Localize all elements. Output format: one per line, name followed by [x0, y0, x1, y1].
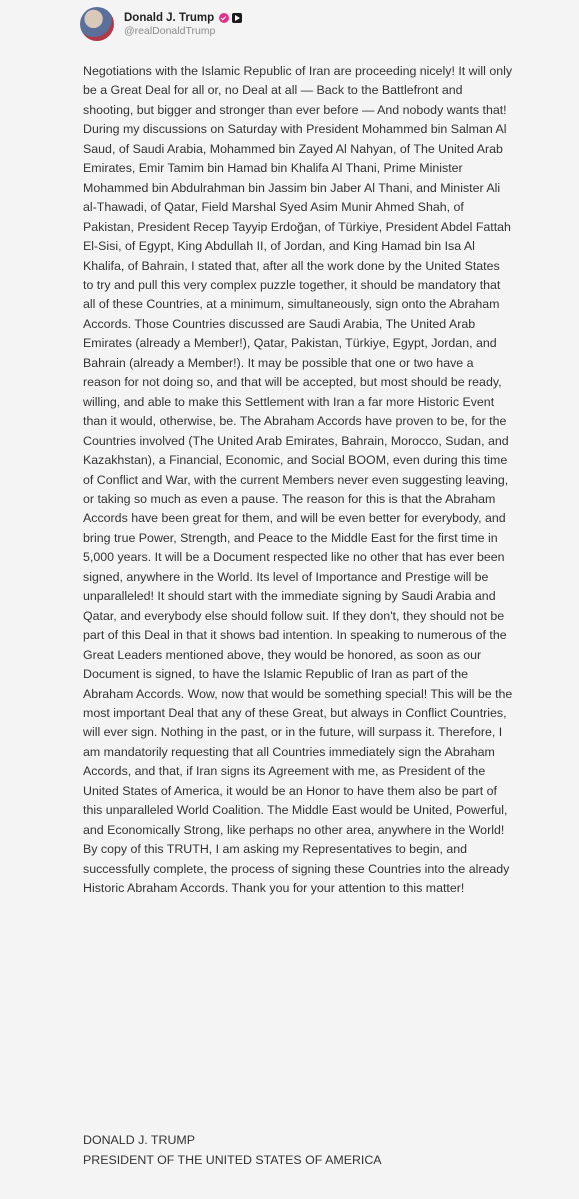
display-name[interactable]: Donald J. Trump	[124, 11, 215, 24]
signature-name: DONALD J. TRUMP	[83, 1133, 195, 1147]
account-identity	[124, 12, 242, 37]
post-header	[80, 7, 242, 41]
avatar[interactable]	[80, 7, 114, 41]
post-text: Negotiations with the Islamic Republic of Iran are proceeding nicely! It will only be a Great Deal for all or, no Deal at all — Back to the Battlefront and shooting, but bigger and stronger than ever before — And nobody wants that! During my discussions on Saturday with President Mohammed bin Salman Al Saud, of Saudi Arabia, Mohammed bin Zayed Al Nahyan, of The United Arab Emirates, Emir Tamim bin Hamad bin Khalifa Al Thani, Prime Minister Mohammed bin Abdulrahman bin Jassim bin Jaber Al Thani, and Minister Ali al-Thawadi, of Qatar, Field Marshal Syed Asim Munir Ahmed Shah, of Pakistan, President Recep Tayyip Erdoğan, of Türkiye, President Abdel Fattah El-Sisi, of Egypt, King Abdullah II, of Jordan, and King Hamad bin Isa Al Khalifa, of Bahrain, I stated that, after all the work done by the United States to try and pull this very complex puzzle together, it should be mandatory that all of these Countries, at a minimum, simultaneously, sign onto the Abraham Accords. Those Countries discussed are Saudi Arabia, The United Arab Emirates (already a Member!), Qatar, Pakistan, Türkiye, Egypt, Jordan, and Bahrain (already a Member!). It may be possible that one or two have a reason for not doing so, and that will be accepted, but most should be ready, willing, and able to make this Settlement with Iran a far more Historic Event than it would, otherwise, be. The Abraham Accords have proven to be, for the Countries involved (The United Arab Emirates, Bahrain, Morocco, Sudan, and Kazakhstan), a Financial, Economic, and Social BOOM, even during this time of Conflict and War, with the current Members never even suggesting leaving, or taking so much as even a pause. The reason for this is that the Abraham Accords have been great for them, and will be even better for everybody, and bring true Power, Strength, and Peace to the Middle East for the first time in 5,000 years. It will be a Document respected like no other that has ever been signed, anywhere in the World. Its level of Importance and Prestige will be unparalleled! It should start with the immediate signing by Saudi Arabia and Qatar, and everybody else should follow suit. If they don't, they should not be part of this Deal in that it shows bad intention. In speaking to numerous of the Great Leaders mentioned above, they would be honored, as soon as our Document is signed, to have the Islamic Republic of Iran as part of the Abraham Accords. Wow, now that would be something special! This will be the most important Deal that any of these Great, but always in Conflict Countries, will ever sign. Nothing in the past, or in the future, will surpass it. Therefore, I am mandatorily requesting that all Countries immediately sign the Abraham Accords, and that, if Iran signs its Agreement with me, as President of the United States of America, it would be an Honor to have them also be part of this unparalleled World Coalition. The Middle East would be United, Powerful, and Economically Strong, like perhaps no other area, anywhere in the World! By copy of this TRUTH, I am asking my Representatives to begin, and successfully complete, the process of signing these Countries into the already Historic Abraham Accords. Thank you for your attention to this matter!	[83, 64, 513, 896]
post-signature	[83, 1131, 513, 1170]
signature-title: PRESIDENT OF THE UNITED STATES OF AMERICA	[83, 1152, 382, 1167]
account-handle[interactable]: @realDonaldTrump	[124, 24, 216, 37]
name-row	[124, 12, 242, 24]
verified-icon	[219, 13, 229, 23]
badge-icon	[232, 13, 242, 23]
